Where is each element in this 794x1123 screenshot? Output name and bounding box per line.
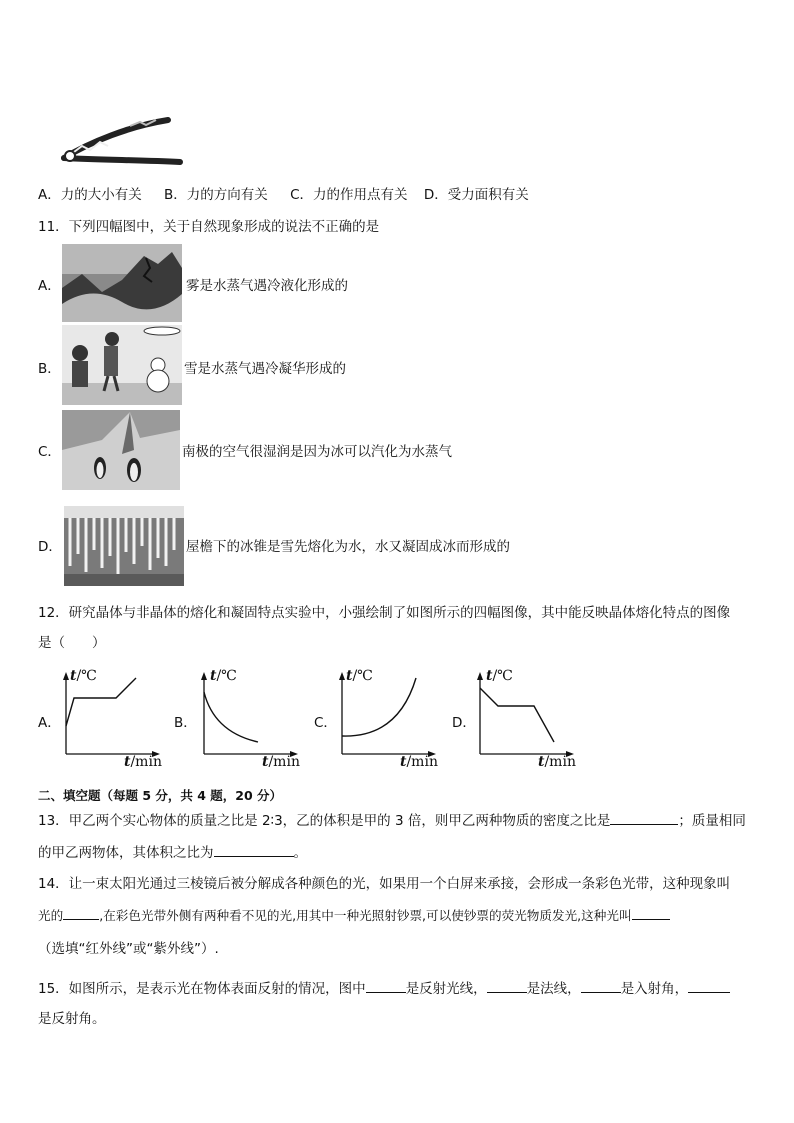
q12-graph-c xyxy=(336,670,436,760)
q11-option-b-text: 雪是水蒸气遇冷凝华形成的 xyxy=(184,361,346,377)
q11-option-c-text: 南极的空气很湿润是因为冰可以汽化为水蒸气 xyxy=(182,444,452,460)
q12-graph-a xyxy=(60,670,160,760)
q15-blank-4[interactable] xyxy=(688,978,730,993)
q12-stem-line2: 是（ ） xyxy=(38,635,106,651)
antarctic-penguins-image xyxy=(62,410,180,490)
q12-graph-b xyxy=(198,670,298,760)
q12-graph-b-letter: B． xyxy=(174,715,197,731)
q15-blank-2[interactable] xyxy=(487,978,527,993)
q14-line1: 14．让一束太阳光通过三棱镜后被分解成各种颜色的光，如果用一个白屏来承接，会形成一条彩色光带，这种现象叫 xyxy=(38,876,731,892)
icicles-image xyxy=(64,506,184,586)
q10-option-a: A．力的大小有关 xyxy=(38,187,142,203)
q12-graph-c-xlabel: t/min xyxy=(400,754,438,770)
q11-option-a-text: 雾是水蒸气遇冷液化形成的 xyxy=(186,278,348,294)
q12-graph-d-curve xyxy=(480,688,554,742)
q11-option-a-letter: A． xyxy=(38,278,61,294)
q12-graph-b-curve xyxy=(204,692,258,742)
q11-stem: 11．下列四幅图中，关于自然现象形成的说法不正确的是 xyxy=(38,219,380,235)
q13-blank-1[interactable] xyxy=(610,810,678,825)
q12-graph-a-letter: A． xyxy=(38,715,61,731)
q10-options xyxy=(38,185,529,205)
q11-option-b-letter: B． xyxy=(38,361,61,377)
q12-graph-a-xlabel: t/min xyxy=(124,754,162,770)
q10-option-d: D．受力面积有关 xyxy=(423,187,529,203)
q11-option-d-letter: D． xyxy=(38,539,62,555)
q11-option-c-letter: C． xyxy=(38,444,61,460)
q12-graph-c-curve xyxy=(342,678,416,736)
q12-graph-a-ylabel: t/℃ xyxy=(70,668,97,684)
q15-line1: 15．如图所示，是表示光在物体表面反射的情况，图中 是反射光线， 是法线， 是入射角， xyxy=(38,978,730,999)
q12-graph-d-xlabel: t/min xyxy=(538,754,576,770)
q12-graph-c-letter: C． xyxy=(314,715,337,731)
q15-blank-3[interactable] xyxy=(581,978,621,993)
q14-line2: 光的 ,在彩色光带外侧有两种看不见的光,用其中一种光照射钞票,可以使钞票的荧光物质发光,这种光叫 xyxy=(38,905,670,926)
q14-blank-1[interactable] xyxy=(63,905,99,920)
q10-option-b: B．力的方向有关 xyxy=(164,187,268,203)
q13-line2: 的甲乙两物体，其体积之比为 。 xyxy=(38,842,307,863)
fog-mountain-image xyxy=(62,244,182,322)
q13-line1: 13．甲乙两个实心物体的质量之比是 2∶3，乙的体积是甲的 3 倍，则甲乙两种物质的密度之比是 ；质量相同 xyxy=(38,810,746,831)
q12-graph-c-ylabel: t/℃ xyxy=(346,668,373,684)
q10-option-c: C．力的作用点有关 xyxy=(290,187,408,203)
q12-graph-a-curve xyxy=(66,678,136,726)
section-2-heading: 二、填空题（每题 5 分，共 4 题，20 分） xyxy=(38,788,283,803)
q12-graph-d xyxy=(474,670,574,760)
q12-graph-b-xlabel: t/min xyxy=(262,754,300,770)
q11-option-d-text: 屋檐下的冰锥是雪先熔化为水，水又凝固成冰而形成的 xyxy=(186,539,510,555)
q14-line3: （选填“红外线”或“紫外线”）. xyxy=(38,941,219,957)
nutcracker-image xyxy=(60,112,184,172)
snowman-kids-image xyxy=(62,325,182,405)
q12-stem-line1: 12．研究晶体与非晶体的熔化和凝固特点实验中，小强绘制了如图所示的四幅图像，其中能反映晶体熔化特点的图像 xyxy=(38,605,731,621)
q15-line2: 是反射角。 xyxy=(38,1011,106,1027)
q12-graph-d-letter: D． xyxy=(452,715,476,731)
q13-blank-2[interactable] xyxy=(214,842,294,857)
q12-graph-d-ylabel: t/℃ xyxy=(486,668,513,684)
q12-graph-b-ylabel: t/℃ xyxy=(210,668,237,684)
q15-blank-1[interactable] xyxy=(366,978,406,993)
q14-blank-2[interactable] xyxy=(632,905,670,920)
